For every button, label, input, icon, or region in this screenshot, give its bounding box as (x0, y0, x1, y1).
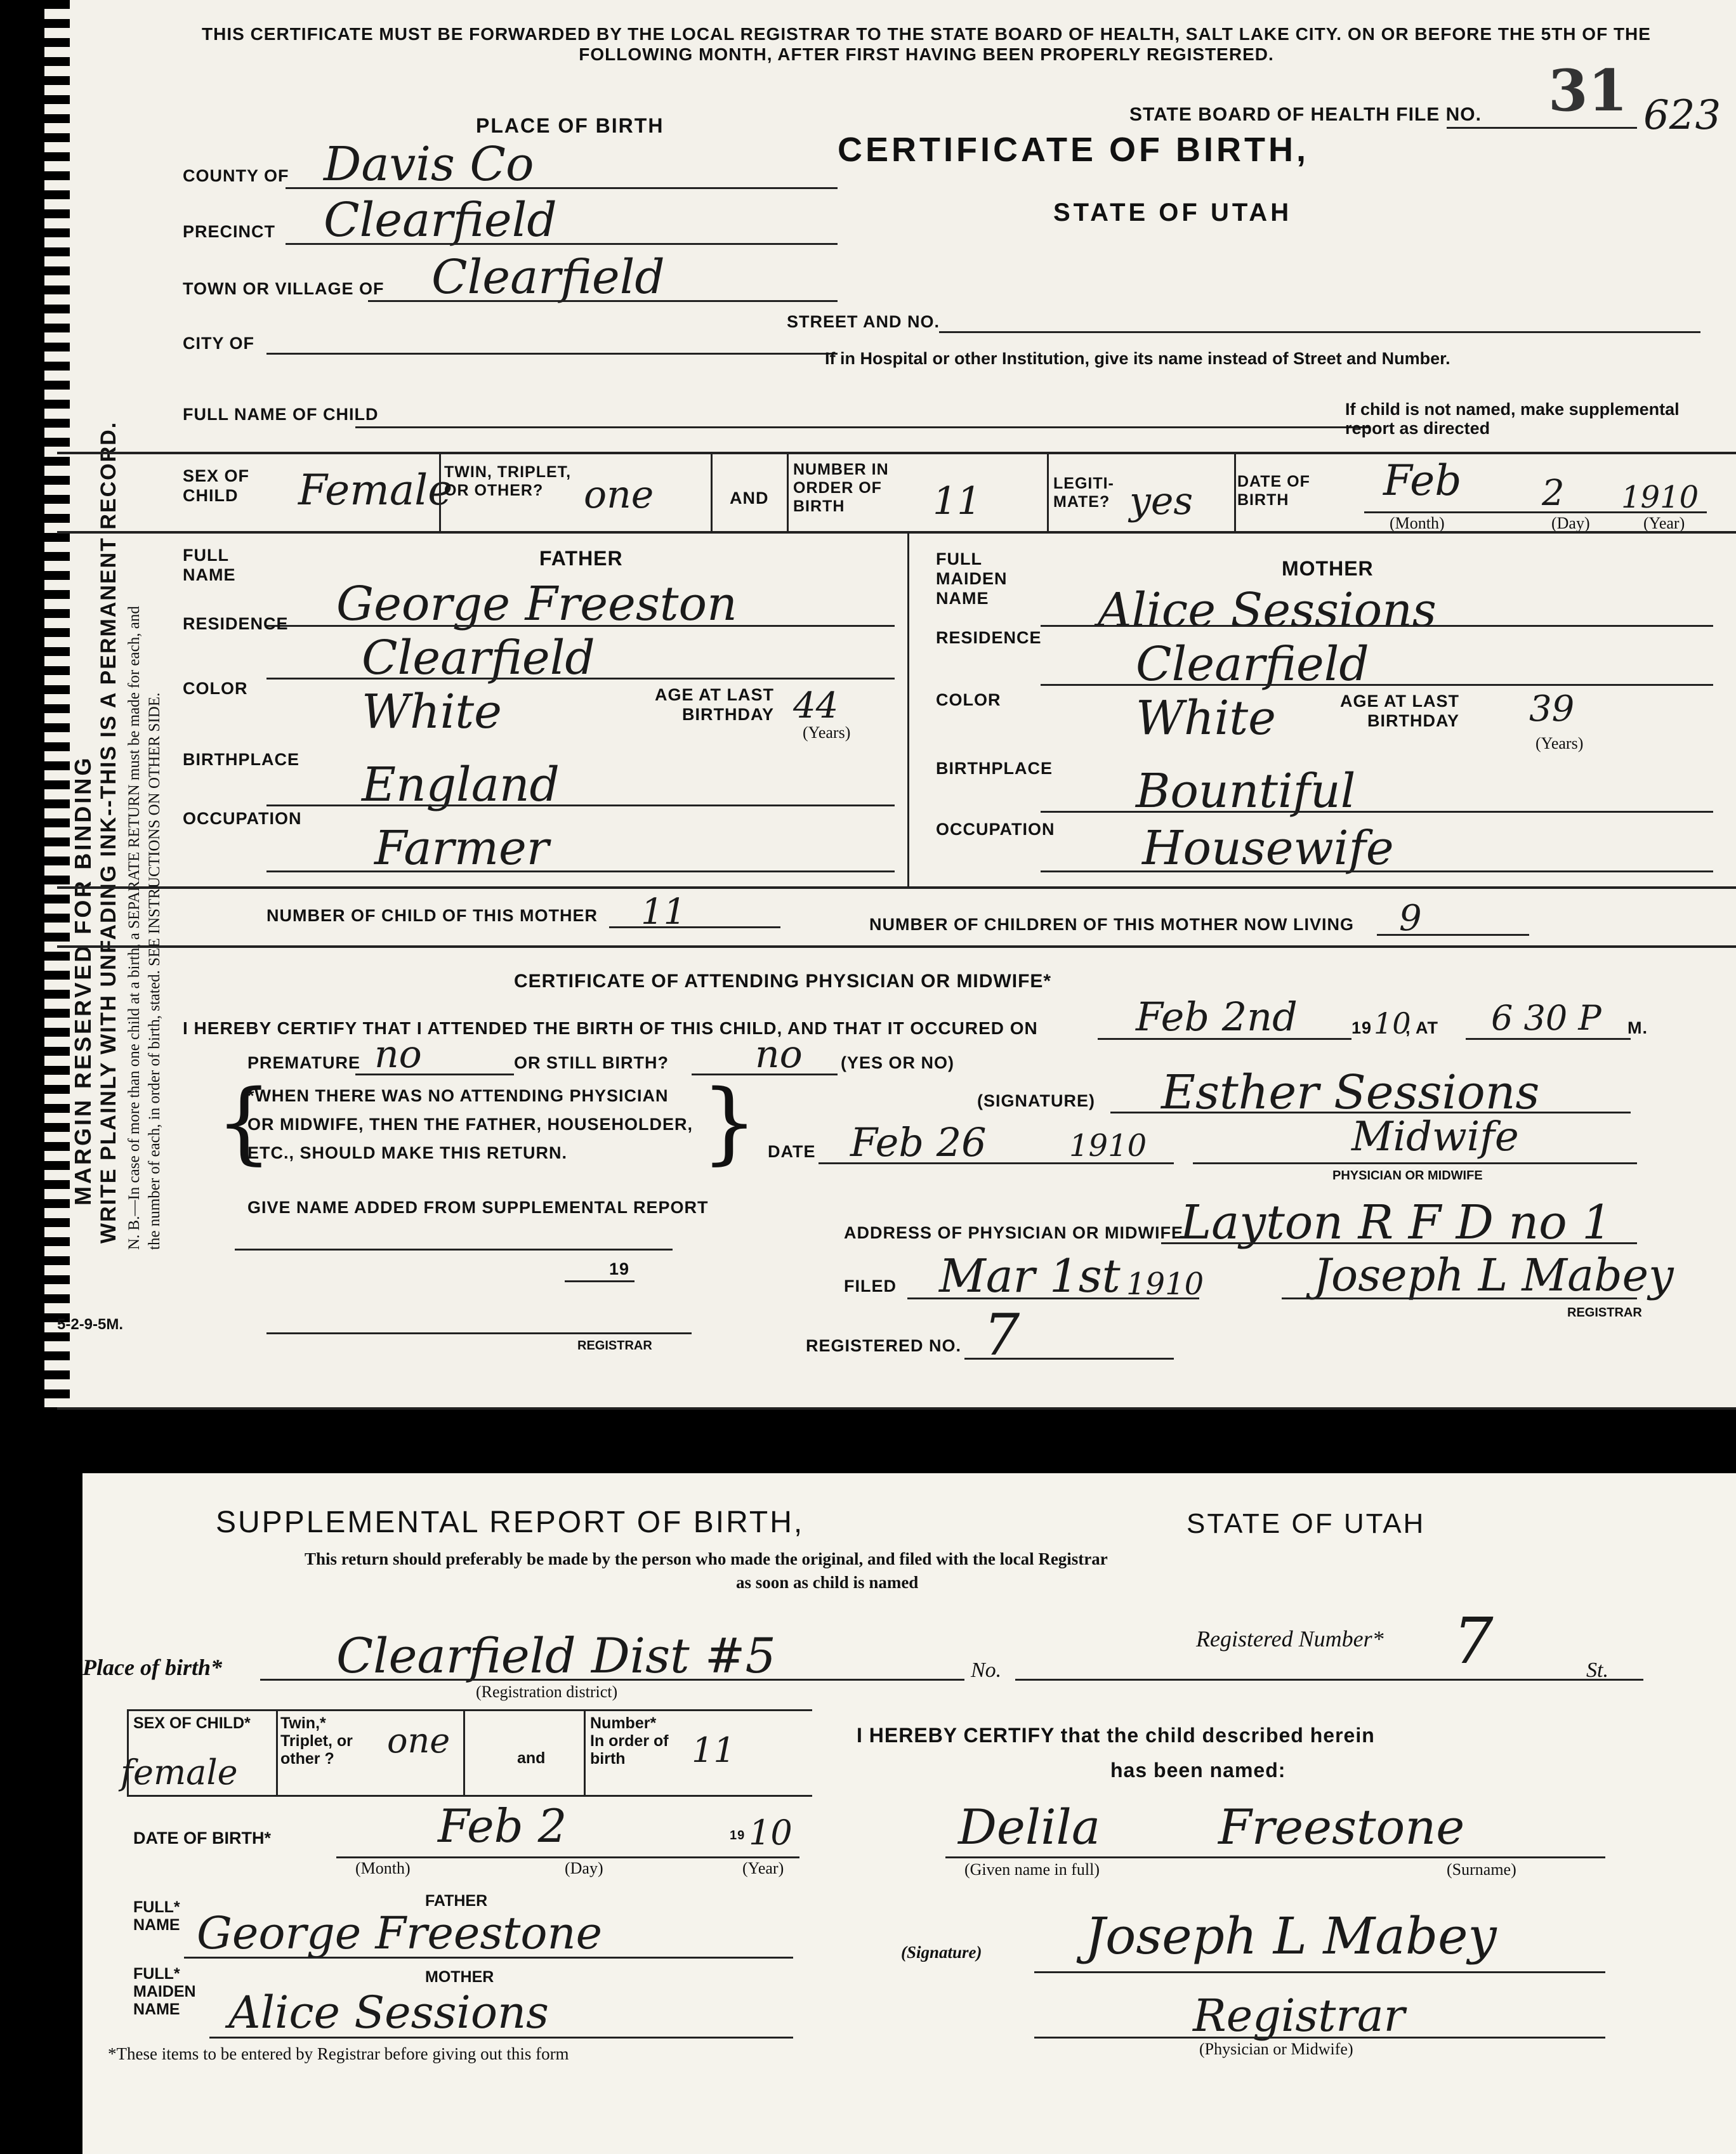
certify-year-value: 10 (1374, 1006, 1411, 1041)
number-in-order-label: NUMBER IN ORDER OF BIRTH (793, 461, 889, 515)
supp-full-name-label: FULL* NAME (133, 1898, 180, 1934)
dob-month: Feb (1383, 456, 1462, 505)
supp-physician-hint: (Physician or Midwife) (1199, 2040, 1353, 2058)
dob-day-hint: (Day) (1551, 514, 1590, 532)
address-label: ADDRESS OF PHYSICIAN OR MIDWIFE (844, 1223, 1184, 1242)
blank-19: 19 (609, 1259, 630, 1278)
yes-no-hint: (YES OR NO) (841, 1053, 955, 1072)
supp-dob-year-prefix: 19 (730, 1829, 746, 1842)
dob-year-hint: (Year) (1643, 514, 1685, 532)
still-birth-value: no (755, 1032, 803, 1077)
mother-color-label: COLOR (936, 690, 1001, 709)
sex-value: Female (298, 466, 453, 515)
left-brace: { (216, 1071, 273, 1174)
when-note-2: OR MIDWIFE, THEN THE FATHER, HOUSEHOLDER, (247, 1115, 693, 1134)
num-living-value: 9 (1399, 898, 1422, 939)
supp-full-maiden-label: FULL* MAIDEN NAME (133, 1965, 196, 2018)
when-note-1: *WHEN THERE WAS NO ATTENDING PHYSICIAN (247, 1086, 669, 1105)
midwife-value: Midwife (1351, 1113, 1519, 1160)
supp-registrar-value: Registrar (1193, 1990, 1405, 2042)
dob-year: 1910 (1621, 480, 1699, 515)
birth-certificate (57, 0, 1736, 1410)
registrar-signature: Joseph L Mabey (1313, 1249, 1674, 1301)
supp-day-hint: (Day) (565, 1859, 603, 1877)
mother-occupation-value: Housewife (1142, 821, 1394, 876)
filed-year: 1910 (1126, 1266, 1204, 1302)
num-living-label: NUMBER OF CHILDREN OF THIS MOTHER NOW LIVING (869, 915, 1354, 934)
father-name-value: George Freeston (336, 577, 737, 631)
supp-twin-label: Twin,* Triplet, or other ? (280, 1714, 353, 1768)
supp-dob-year: 10 (749, 1813, 792, 1853)
dob-label: DATE OF BIRTH (1237, 473, 1310, 509)
signature-value: Esther Sessions (1161, 1065, 1540, 1120)
registrar-label-left: REGISTRAR (577, 1339, 652, 1353)
father-residence-label: RESIDENCE (183, 614, 289, 633)
supp-sex-label: SEX OF CHILD* (133, 1714, 251, 1732)
father-age-label: AGE AT LAST BIRTHDAY (655, 685, 774, 725)
town-label: TOWN OR VILLAGE OF (183, 279, 385, 298)
place-of-birth-heading: PLACE OF BIRTH (476, 114, 664, 137)
supp-mother-value: Alice Sessions (228, 1987, 549, 2039)
father-birthplace-label: BIRTHPLACE (183, 750, 299, 769)
twin-value: one (584, 473, 654, 517)
father-heading: FATHER (539, 547, 623, 570)
supp-number-value: 11 (692, 1730, 735, 1770)
county-label: COUNTY OF (183, 166, 289, 185)
registrar-label-right: REGISTRAR (1567, 1306, 1642, 1320)
supp-father-heading: FATHER (425, 1892, 488, 1910)
registered-no-value: 7 (983, 1302, 1020, 1369)
certificate-title: CERTIFICATE OF BIRTH, (838, 131, 1309, 169)
supp-intro: This return should preferably be made by the person who made the original, and filed with the local Registrar (305, 1549, 1108, 1568)
file-no-line (1447, 127, 1637, 129)
supplemental-report (82, 1473, 1736, 2154)
torn-edge (44, 0, 70, 1407)
at-label: , AT (1405, 1018, 1438, 1037)
file-no-value: 623 (1643, 92, 1721, 139)
supp-dob-label: DATE OF BIRTH* (133, 1829, 271, 1848)
registered-no-label: REGISTERED NO. (806, 1336, 962, 1355)
father-birthplace-value: England (362, 758, 560, 812)
address-value: Layton R F D no 1 (1180, 1195, 1612, 1250)
mother-birthplace-label: BIRTHPLACE (936, 759, 1053, 778)
supp-place-value: Clearfield Dist #5 (336, 1627, 776, 1684)
mother-birthplace-value: Bountiful (1136, 764, 1356, 818)
legitimate-value: yes (1129, 479, 1194, 523)
supp-surname: Freestone (1218, 1799, 1465, 1855)
sex-label: SEX OF CHILD (183, 466, 250, 506)
father-age-value: 44 (793, 685, 839, 726)
num-child-value: 11 (641, 891, 687, 933)
permanent-record-text: WRITE PLAINLY WITH UNFADING INK--THIS IS A PERMANENT RECORD. (96, 421, 121, 1244)
supp-father-value: George Freestone (197, 1907, 603, 1959)
number-in-order-value: 11 (933, 479, 982, 523)
mother-years-hint: (Years) (1535, 734, 1584, 752)
margin-note-1: N. B.—In case of more than one child at a birth, a SEPARATE RETURN must be made for each, and (126, 606, 143, 1250)
father-color-value: White (362, 685, 502, 739)
mother-color-value: White (1136, 691, 1276, 745)
mother-full-maiden-label: FULL MAIDEN NAME (936, 549, 1008, 608)
file-no-label: STATE BOARD OF HEALTH FILE NO. (1129, 104, 1482, 125)
supp-intro-2: as soon as child is named (736, 1573, 919, 1592)
supp-certify-1: I HEREBY CERTIFY that the child described herein (857, 1724, 1375, 1747)
supp-dob-value: Feb 2 (438, 1799, 567, 1853)
margin-note-2: the number of each, in order of birth, stated. SEE INSTRUCTIONS ON OTHER SIDE. (146, 692, 163, 1250)
supp-twin-value: one (387, 1721, 450, 1761)
city-label: CITY OF (183, 334, 255, 353)
date-value: Feb 26 (850, 1119, 987, 1166)
supp-signature-value: Joseph L Mabey (1085, 1907, 1497, 1966)
supp-sex-value: female (121, 1752, 238, 1792)
hospital-note: If in Hospital or other Institution, give its name instead of Street and Number. (825, 349, 1450, 368)
mother-name-value: Alice Sessions (1098, 583, 1437, 638)
when-note-3: ETC., SHOULD MAKE THIS RETURN. (247, 1143, 568, 1162)
right-brace: } (701, 1071, 758, 1174)
precinct-label: PRECINCT (183, 222, 276, 241)
supp-reg-number-value: 7 (1453, 1604, 1494, 1678)
supp-state: STATE OF UTAH (1187, 1508, 1426, 1539)
twin-label: TWIN, TRIPLET, OR OTHER? (444, 463, 572, 499)
supp-certify-2: has been named: (1110, 1759, 1286, 1782)
date-year: 1910 (1069, 1128, 1147, 1164)
certify-year-prefix: 19 (1351, 1018, 1372, 1037)
still-birth-label: OR STILL BIRTH? (514, 1053, 669, 1072)
father-color-label: COLOR (183, 679, 248, 698)
supp-and-label: and (517, 1749, 546, 1767)
supp-signature-label: (Signature) (901, 1943, 982, 1962)
and-label: AND (730, 489, 769, 508)
physician-or-midwife-hint: PHYSICIAN OR MIDWIFE (1332, 1169, 1483, 1183)
supp-number-label: Number* In order of birth (590, 1714, 669, 1768)
certify-text: I HEREBY CERTIFY THAT I ATTENDED THE BIRTH OF THIS CHILD, AND THAT IT OCCURED ON (183, 1018, 1038, 1038)
form-code: 5-2-9-5M. (57, 1316, 124, 1333)
date-label: DATE (768, 1142, 816, 1161)
supp-surname-hint: (Surname) (1447, 1860, 1516, 1879)
certify-date-value: Feb 2nd (1136, 994, 1298, 1040)
supp-st-label: St. (1586, 1658, 1608, 1682)
certify-time-value: 6 30 P (1491, 998, 1601, 1038)
premature-label: PREMATURE (247, 1053, 361, 1072)
premature-value: no (374, 1032, 422, 1077)
supp-month-hint: (Month) (355, 1859, 411, 1877)
town-value: Clearfield (431, 250, 665, 305)
forward-notice: THIS CERTIFICATE MUST BE FORWARDED BY THE LOCAL REGISTRAR TO THE STATE BOARD OF HEALTH, SALT LAKE CITY. ON OR BEFORE THE 5TH OF THE FOLLOWING MONTH, AFTER FIRST HAVING BEEN PROPERLY REGISTERED. (202, 24, 1651, 65)
street-label: STREET AND NO. (787, 312, 940, 331)
not-named-note: If child is not named, make supplemental report as directed (1345, 400, 1680, 438)
supp-year-hint: (Year) (742, 1859, 784, 1877)
mother-age-label: AGE AT LAST BIRTHDAY (1340, 692, 1459, 731)
physician-heading: CERTIFICATE OF ATTENDING PHYSICIAN OR MIDWIFE* (514, 971, 1052, 992)
full-name-child-label: FULL NAME OF CHILD (183, 405, 379, 424)
supp-title: SUPPLEMENTAL REPORT OF BIRTH, (216, 1506, 805, 1539)
supp-no-label: No. (971, 1658, 1002, 1682)
supp-given-name: Delila (958, 1799, 1101, 1855)
father-years-hint: (Years) (803, 723, 851, 742)
mother-age-value: 39 (1529, 688, 1575, 730)
supp-given-hint: (Given name in full) (964, 1860, 1100, 1879)
supp-reg-number-label: Registered Number* (1196, 1626, 1384, 1652)
supp-footnote: *These items to be entered by Registrar before giving out this form (108, 2044, 569, 2063)
dob-day: 2 (1542, 473, 1565, 514)
mother-heading: MOTHER (1282, 557, 1374, 580)
supp-reg-district-hint: (Registration district) (476, 1683, 618, 1701)
num-child-label: NUMBER OF CHILD OF THIS MOTHER (266, 906, 598, 925)
state-heading: STATE OF UTAH (1053, 199, 1292, 227)
father-occupation-label: OCCUPATION (183, 809, 302, 828)
father-occupation-value: Farmer (374, 821, 549, 876)
mother-residence-value: Clearfield (1136, 637, 1369, 692)
margin-reserved-text: MARGIN RESERVED FOR BINDING (70, 755, 96, 1205)
signature-label: (SIGNATURE) (977, 1091, 1095, 1110)
father-full-name-label: FULL NAME (183, 546, 236, 585)
legitimate-label: LEGITI- MATE? (1053, 475, 1114, 511)
supp-place-label: Place of birth* (82, 1655, 222, 1680)
page-number: 31 (1548, 57, 1628, 124)
mother-occupation-label: OCCUPATION (936, 820, 1055, 839)
give-name-label: GIVE NAME ADDED FROM SUPPLEMENTAL REPORT (247, 1198, 709, 1217)
precinct-value: Clearfield (324, 193, 557, 247)
county-value: Davis Co (324, 137, 534, 192)
filed-value: Mar 1st (939, 1249, 1121, 1303)
father-residence-value: Clearfield (362, 631, 595, 685)
m-label: M. (1628, 1018, 1648, 1037)
filed-label: FILED (844, 1277, 897, 1296)
supp-mother-heading: MOTHER (425, 1968, 494, 1986)
dob-month-hint: (Month) (1390, 514, 1445, 532)
mother-residence-label: RESIDENCE (936, 628, 1042, 647)
